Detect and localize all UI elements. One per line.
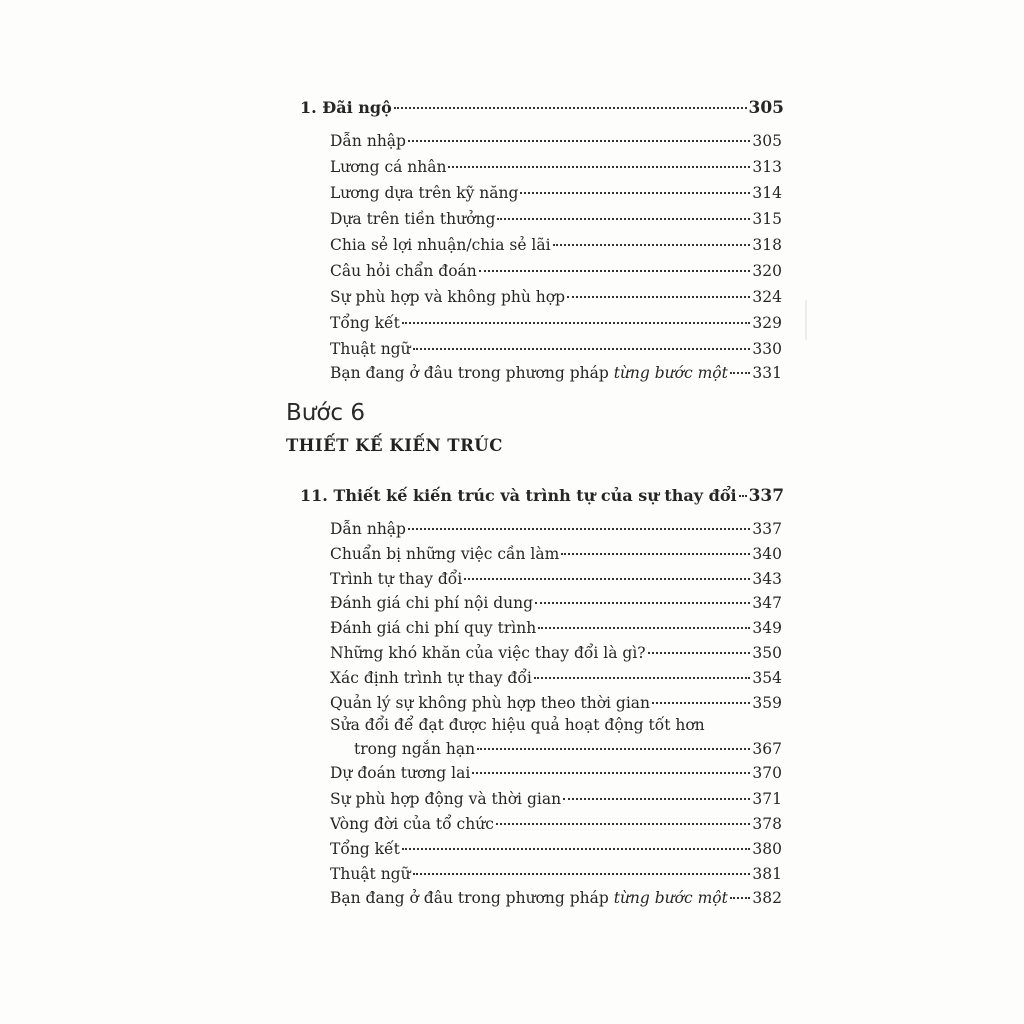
entry-title: Bạn đang ở đâu trong phương pháp từng bước một (330, 889, 728, 907)
entry-title: Tổng kết (330, 840, 400, 858)
leader-dots (479, 270, 751, 272)
entry-title: Quản lý sự không phù hợp theo thời gian (330, 694, 651, 712)
entry-title: Bạn đang ở đâu trong phương pháp từng bước một (330, 364, 728, 382)
leader-dots (477, 748, 750, 750)
entry-title: Thuật ngữ (330, 865, 411, 883)
leader-dots (538, 627, 750, 629)
step-heading: Bước 6 (286, 400, 366, 426)
toc-chapter-11[interactable] (300, 486, 784, 506)
page-number: 380 (752, 840, 782, 858)
leader-dots (730, 897, 751, 899)
page-number: 330 (752, 340, 782, 358)
leader-dots (448, 166, 750, 168)
entry-title: Thuật ngữ (330, 340, 411, 358)
toc-entry[interactable] (330, 184, 782, 206)
entry-title: Đánh giá chi phí nội dung (330, 594, 534, 612)
page-number: 381 (752, 865, 782, 883)
toc-entry[interactable] (330, 132, 782, 154)
entry-title: Tổng kết (330, 314, 400, 332)
toc-entry[interactable] (330, 520, 782, 542)
leader-dots (648, 652, 751, 654)
page-number: 313 (752, 158, 782, 176)
toc-entry[interactable] (330, 364, 782, 386)
entry-title: Lương dựa trên kỹ năng (330, 184, 519, 202)
leader-dots (394, 107, 747, 109)
page-number: 343 (752, 570, 782, 588)
toc-entry[interactable] (330, 594, 782, 616)
entry-title: Xác định trình tự thay đổi (330, 669, 532, 687)
toc-entry-wrap-line1[interactable] (330, 716, 782, 734)
page-number: 320 (752, 262, 782, 280)
page-number: 367 (752, 740, 782, 758)
entry-title: Sự phù hợp động và thời gian (330, 790, 562, 808)
page-number: 370 (752, 764, 782, 782)
leader-dots (472, 772, 750, 774)
page-number: 349 (752, 619, 782, 637)
toc-entry[interactable] (330, 158, 782, 180)
toc-entry[interactable] (330, 210, 782, 232)
leader-dots (402, 322, 751, 324)
entry-title: Chia sẻ lợi nhuận/chia sẻ lãi (330, 236, 551, 254)
page-number: 314 (752, 184, 782, 202)
entry-title: Dự đoán tương lai (330, 764, 471, 782)
leader-dots (534, 677, 751, 679)
entry-title: Dẫn nhập (330, 132, 406, 150)
entry-title: Trình tự thay đổi (330, 570, 463, 588)
toc-entry[interactable] (330, 694, 782, 716)
entry-title: Dựa trên tiền thưởng (330, 210, 496, 228)
toc-entry[interactable] (330, 545, 782, 567)
entry-title-continued: trong ngắn hạn (354, 740, 476, 758)
page-number: 324 (752, 288, 782, 306)
entry-title: Dẫn nhập (330, 520, 406, 538)
toc-entry-wrap-line2[interactable] (354, 740, 782, 762)
toc-entry[interactable] (330, 815, 782, 837)
entry-title: Câu hỏi chẩn đoán (330, 262, 477, 280)
page-number: 359 (752, 694, 782, 712)
part-heading: THIẾT KẾ KIẾN TRÚC (286, 436, 503, 455)
entry-title: Lương cá nhân (330, 158, 447, 176)
page-number: 305 (752, 132, 782, 150)
entry-title: Vòng đời của tổ chức (330, 815, 494, 833)
page-number: 378 (752, 815, 782, 833)
leader-dots (464, 578, 750, 580)
page-number: 382 (752, 889, 782, 907)
entry-title: Chuẩn bị những việc cần làm (330, 545, 560, 563)
toc-entry[interactable] (330, 288, 782, 310)
toc-entry[interactable] (330, 669, 782, 691)
page-number: 337 (748, 486, 785, 506)
leader-dots (413, 873, 751, 875)
toc-entry[interactable] (330, 236, 782, 258)
leader-dots (496, 823, 751, 825)
chapter-title: 11. Thiết kế kiến trúc và trình tự của sự thay đổi (300, 486, 737, 505)
leader-dots (497, 218, 750, 220)
toc-entry[interactable] (330, 619, 782, 641)
page-number: 315 (752, 210, 782, 228)
toc-entry[interactable] (330, 790, 782, 812)
toc-entry[interactable] (330, 764, 782, 786)
leader-dots (413, 348, 751, 350)
leader-dots (402, 848, 751, 850)
leader-dots (567, 296, 750, 298)
page-number: 350 (752, 644, 782, 662)
toc-entry[interactable] (330, 262, 782, 284)
leader-dots (561, 553, 750, 555)
leader-dots (652, 702, 750, 704)
page-number: 371 (752, 790, 782, 808)
page-number: 329 (752, 314, 782, 332)
leader-dots (408, 140, 750, 142)
toc-entry[interactable] (330, 644, 782, 666)
leader-dots (535, 602, 750, 604)
toc-entry[interactable] (330, 340, 782, 362)
page-number: 337 (752, 520, 782, 538)
toc-entry[interactable] (330, 314, 782, 336)
leader-dots (408, 528, 750, 530)
leader-dots (739, 495, 747, 497)
entry-title: Sự phù hợp và không phù hợp (330, 288, 566, 306)
entry-title: Những khó khăn của việc thay đổi là gì? (330, 644, 646, 662)
entry-title: Đánh giá chi phí quy trình (330, 619, 537, 637)
leader-dots (553, 244, 751, 246)
page-number: 305 (748, 98, 784, 118)
page-number: 354 (752, 669, 782, 687)
leader-dots (730, 372, 751, 374)
entry-title: Sửa đổi để đạt được hiệu quả hoạt động tốt hơn (330, 716, 705, 734)
page-number: 318 (752, 236, 782, 254)
toc-entry[interactable] (330, 889, 782, 911)
page-number: 347 (752, 594, 782, 612)
toc-entry[interactable] (330, 865, 782, 887)
chapter-title: 1. Đãi ngộ (300, 98, 392, 117)
leader-dots (520, 192, 750, 194)
toc-entry[interactable] (330, 570, 782, 592)
page-number: 340 (752, 545, 782, 563)
toc-entry[interactable] (330, 840, 782, 862)
toc-chapter-1[interactable] (300, 98, 784, 118)
page-number: 331 (752, 364, 782, 382)
leader-dots (563, 798, 750, 800)
